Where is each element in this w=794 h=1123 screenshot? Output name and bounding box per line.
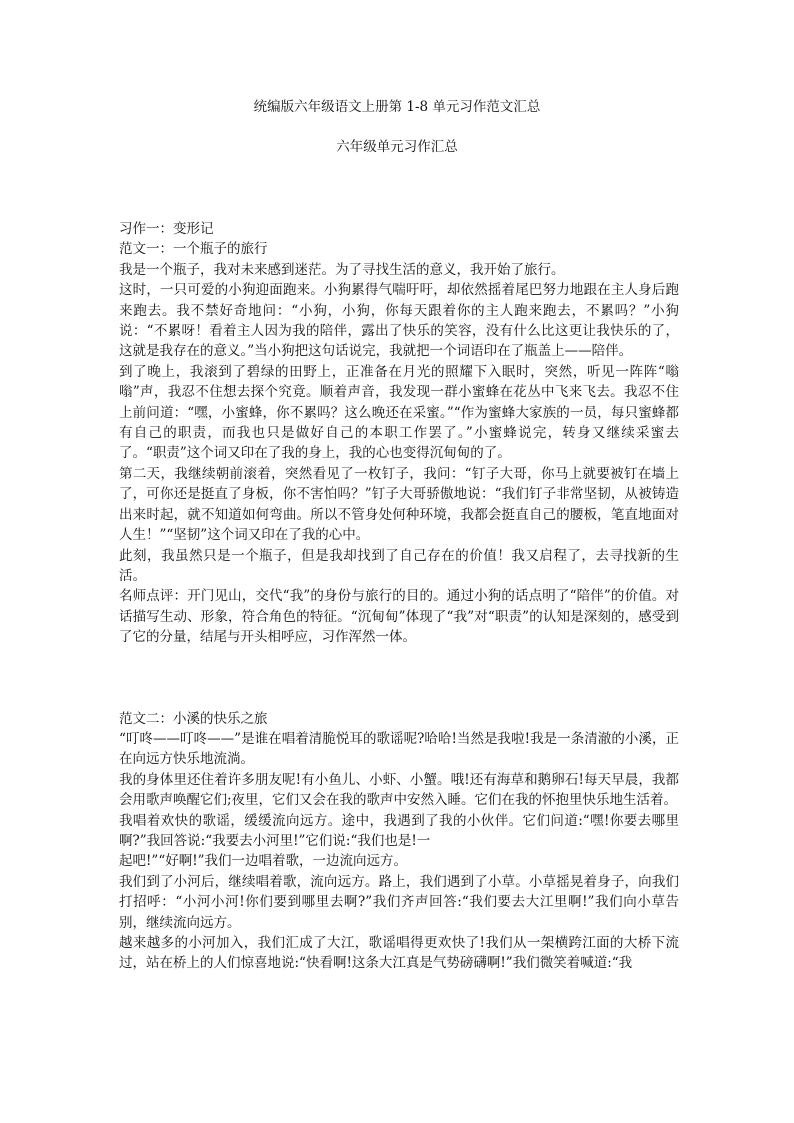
essay-title: 范文一：一个瓶子的旅行 [119, 241, 268, 258]
paragraph: 到了晚上，我滚到了碧绿的田野上，正准备在月光的照耀下入眠时，突然，听见一阵阵“嗡嗡”声，我忍不住想去探个究竟。顺着声音，我发现一群小蜜蜂在花丛中飞来飞去。我忍不住上前问道：“嘿，小蜜蜂，你不累吗？这么晚还在采蜜。”“作为蜜蜂大家族的一员，每只蜜蜂都有自己的职责，而我也只是做好自己的本职工作罢了。”小蜜蜂说完，转身又继续采蜜去了。“职责”这个词又印在了我的身上，我的心也变得沉甸甸的了。 [119, 363, 679, 462]
essay-title: 范文二：小溪的快乐之旅 [119, 710, 268, 727]
document-body [119, 219, 679, 974]
section-spacer [119, 648, 679, 709]
paragraph: “叮咚——叮咚——”是谁在唱着清脆悦耳的歌谣呢?哈哈!当然是我啦!我是一条清澈的小溪，正在向远方快乐地流淌。 [119, 730, 679, 768]
paragraph: 我是一个瓶子，我对未来感到迷茫。为了寻找生活的意义，我开始了旅行。 [119, 261, 565, 278]
paragraph: 第二天，我继续朝前滚着，突然看见了一枚钉子，我问：“钉子大哥，你马上就要被钉在墙上了，可你还是挺直了身板，你不害怕吗？”钉子大哥骄傲地说：“我们钉子非常坚韧，从被铸造出来时起，就不知道如何弯曲。所以不管身处何种环境，我都会挺直自己的腰板，笔直地面对人生！”“坚韧”这个词又印在了我的心中。 [119, 465, 679, 544]
paragraph: 我们到了小河后，继续唱着歌，流向远方。路上，我们遇到了小草。小草摇晃着身子，向我们打招呼：“小河小河!你们要到哪里去啊?”我们齐声回答:“我们要去大江里啊!”我们向小草告别，继续流向远方。 [119, 873, 679, 931]
document-title: 统编版六年级语文上册第 1-8 单元习作范文汇总 [253, 99, 541, 115]
paragraph: 越来越多的小河加入，我们汇成了大江，歌谣唱得更欢快了!我们从一架横跨江面的大桥下流过，站在桥上的人们惊喜地说:“快看啊!这条大江真是气势磅礴啊!”我们微笑着喊道:“我 [119, 935, 679, 972]
teacher-comment: 名师点评：开门见山，交代“我”的身份与旅行的目的。通过小狗的话点明了“陪伴”的价值。对话描写生动、形象，符合角色的特征。“沉甸甸”体现了“我”对“职责”的认知是深刻的，感受到了它的分量，结尾与开头相呼应，习作浑然一体。 [119, 588, 679, 646]
paragraph: 这时，一只可爱的小狗迎面跑来。小狗累得气喘吁吁，却依然摇着尾巴努力地跟在主人身后跑来跑去。我不禁好奇地问：“小狗，小狗，你每天跟着你的主人跑来跑去，不累吗？”小狗说：“不累呀！看着主人因为我的陪伴，露出了快乐的笑容，没有什么比这更让我快乐的了，这就是我存在的意义。”当小狗把这句话说完，我就把一个词语印在了瓶盖上——陪伴。 [119, 282, 679, 360]
section-heading: 习作一：变形记 [119, 221, 214, 237]
paragraph: 起吧!”“好啊!”我们一边唱着歌，一边流向远方。 [119, 853, 408, 870]
paragraph: 我的身体里还住着许多朋友呢!有小鱼儿、小虾、小蟹。哦!还有海草和鹅卵石!每天早晨，我都会用歌声唤醒它们;夜里，它们又会在我的歌声中安然入睡。它们在我的怀抱里快乐地生活着。 [119, 771, 679, 809]
document-subtitle: 六年级单元习作汇总 [336, 139, 458, 155]
paragraph: 我唱着欢快的歌谣，缓缓流向远方。途中，我遇到了我的小伙伴。它们问道:“嘿!你要去哪里啊?”我回答说:“我要去小河里!”它们说:“我们也是!一 [119, 812, 679, 849]
paragraph: 此刻，我虽然只是一个瓶子，但是我却找到了自己存在的价值！我又启程了，去寻找新的生活。 [119, 547, 679, 584]
